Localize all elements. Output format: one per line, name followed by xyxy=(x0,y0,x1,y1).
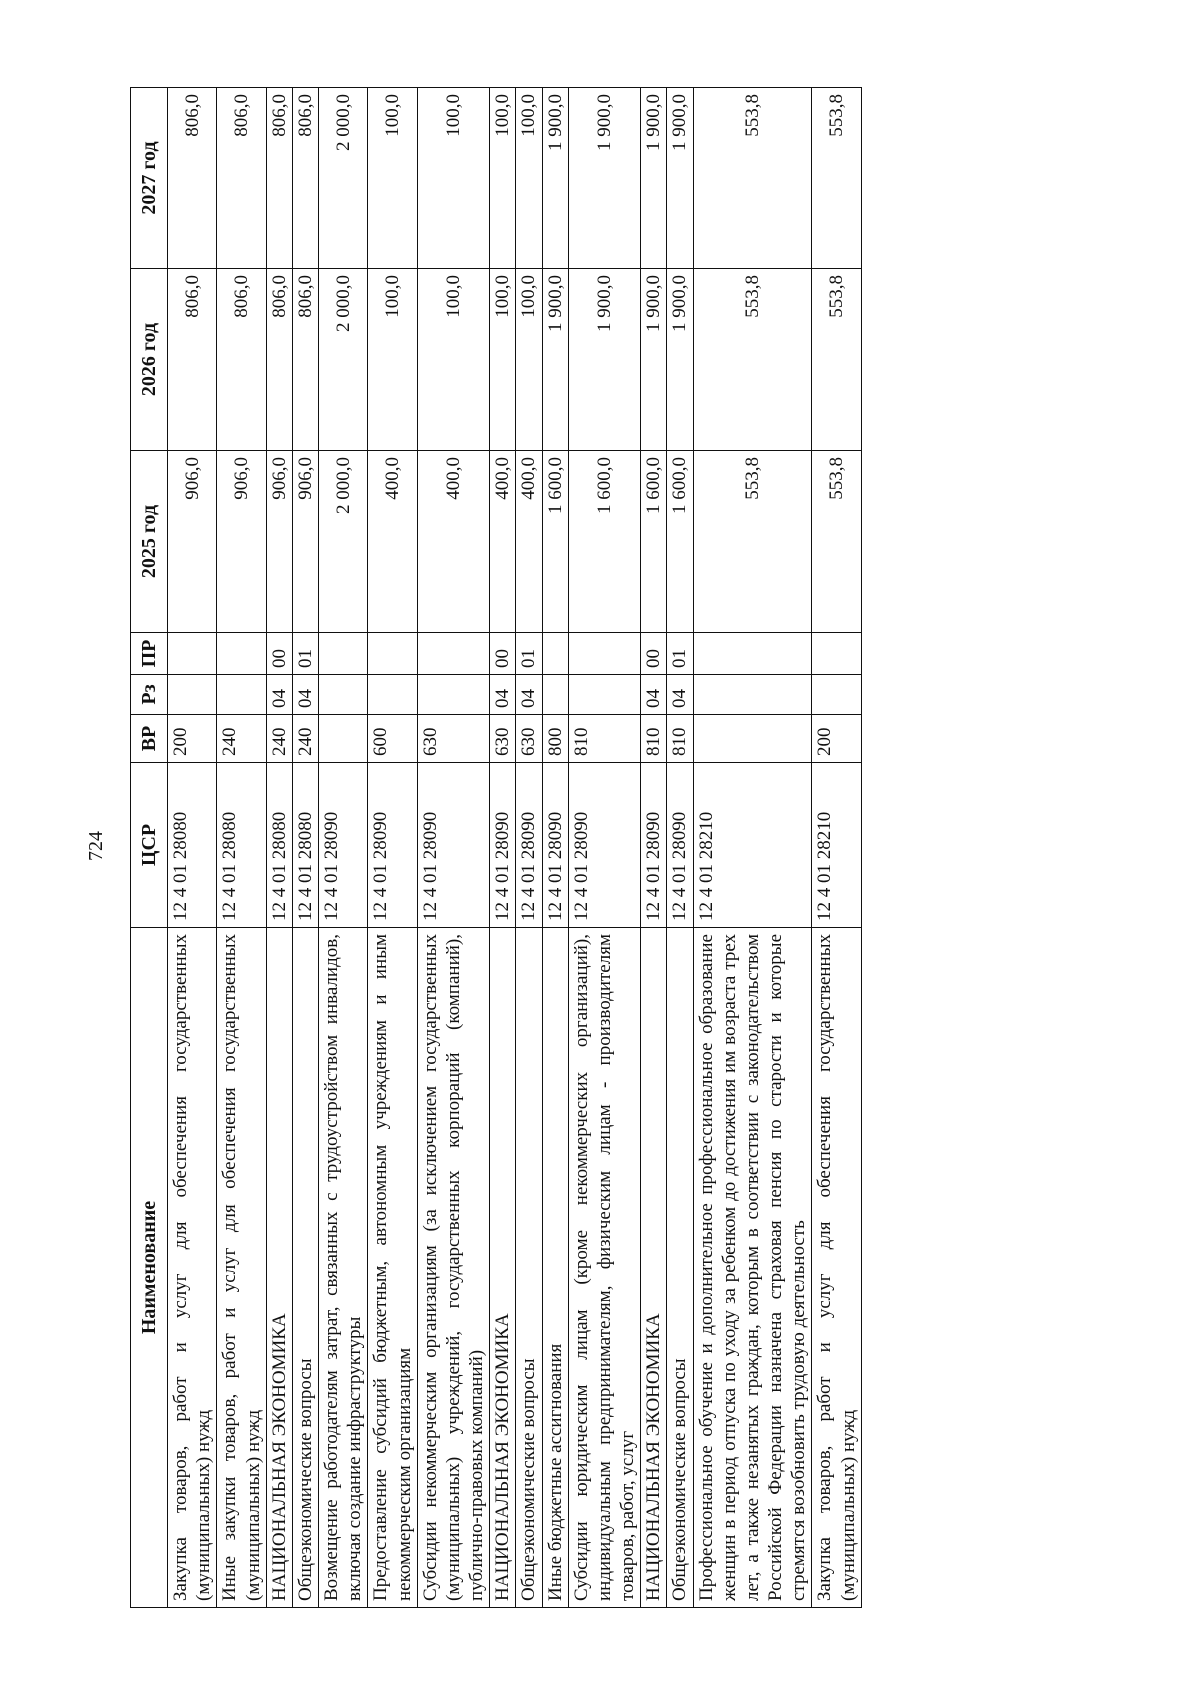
cell-pr xyxy=(319,633,368,675)
cell-2026: 1 900,0 xyxy=(568,269,641,451)
rotated-table-container xyxy=(130,88,1080,1608)
cell-rz xyxy=(168,675,217,715)
header-name: Наименование xyxy=(131,928,168,1608)
cell-csr: 12 4 01 28090 xyxy=(490,763,516,928)
cell-csr: 12 4 01 28090 xyxy=(368,763,417,928)
cell-2025: 906,0 xyxy=(217,451,266,633)
header-row xyxy=(131,88,168,1608)
cell-name: Закупка товаров, работ и услуг для обеспечения государственных (муниципальных) нужд xyxy=(812,928,861,1608)
cell-rz xyxy=(568,675,641,715)
cell-2026: 806,0 xyxy=(217,269,266,451)
header-rz: Рз xyxy=(131,675,168,715)
cell-2026: 100,0 xyxy=(368,269,417,451)
cell-2026: 1 900,0 xyxy=(542,269,568,451)
cell-vr: 240 xyxy=(266,715,292,763)
cell-pr xyxy=(542,633,568,675)
cell-vr: 630 xyxy=(490,715,516,763)
cell-2025: 400,0 xyxy=(368,451,417,633)
cell-2025: 400,0 xyxy=(490,451,516,633)
cell-2025: 400,0 xyxy=(417,451,490,633)
cell-csr: 12 4 01 28090 xyxy=(319,763,368,928)
cell-name: Иные закупки товаров, работ и услуг для обеспечения государственных (муниципальных) нужд xyxy=(217,928,266,1608)
header-2025: 2025 год xyxy=(131,451,168,633)
cell-vr: 810 xyxy=(641,715,667,763)
cell-rz: 04 xyxy=(266,675,292,715)
cell-rz: 04 xyxy=(667,675,693,715)
cell-2027: 806,0 xyxy=(266,88,292,269)
cell-vr: 200 xyxy=(812,715,861,763)
budget-table xyxy=(130,87,862,1608)
cell-rz xyxy=(368,675,417,715)
cell-2025: 906,0 xyxy=(168,451,217,633)
cell-2027: 100,0 xyxy=(368,88,417,269)
cell-name: Субсидии юридическим лицам (кроме некоммерческих организаций), индивидуальным предпринимателям, физическим лицам - производителям товаров, работ, услуг xyxy=(568,928,641,1608)
cell-2026: 100,0 xyxy=(516,269,542,451)
cell-csr: 12 4 01 28210 xyxy=(693,763,812,928)
cell-2027: 1 900,0 xyxy=(542,88,568,269)
table-row xyxy=(667,88,693,1608)
cell-2027: 2 000,0 xyxy=(319,88,368,269)
cell-vr xyxy=(693,715,812,763)
cell-2027: 1 900,0 xyxy=(568,88,641,269)
cell-pr: 00 xyxy=(490,633,516,675)
cell-csr: 12 4 01 28080 xyxy=(266,763,292,928)
cell-pr xyxy=(693,633,812,675)
cell-vr: 810 xyxy=(568,715,641,763)
cell-vr: 240 xyxy=(292,715,318,763)
cell-csr: 12 4 01 28080 xyxy=(292,763,318,928)
cell-rz xyxy=(812,675,861,715)
cell-2025: 1 600,0 xyxy=(542,451,568,633)
cell-vr: 630 xyxy=(516,715,542,763)
cell-csr: 12 4 01 28090 xyxy=(568,763,641,928)
cell-pr xyxy=(417,633,490,675)
cell-2027: 806,0 xyxy=(217,88,266,269)
cell-rz xyxy=(417,675,490,715)
cell-2025: 906,0 xyxy=(292,451,318,633)
cell-rz xyxy=(693,675,812,715)
cell-pr: 00 xyxy=(266,633,292,675)
cell-csr: 12 4 01 28090 xyxy=(542,763,568,928)
table-row xyxy=(693,88,812,1608)
table-row xyxy=(490,88,516,1608)
cell-2026: 1 900,0 xyxy=(667,269,693,451)
cell-rz: 04 xyxy=(516,675,542,715)
cell-name: Субсидии некоммерческим организациям (за исключением государственных (муниципальных) учреждений, государственных корпораций (компаний), публично-правовых компаний) xyxy=(417,928,490,1608)
cell-name: НАЦИОНАЛЬНАЯ ЭКОНОМИКА xyxy=(641,928,667,1608)
table-row xyxy=(266,88,292,1608)
cell-pr xyxy=(217,633,266,675)
header-2027: 2027 год xyxy=(131,88,168,269)
cell-rz xyxy=(542,675,568,715)
cell-rz: 04 xyxy=(490,675,516,715)
cell-rz xyxy=(319,675,368,715)
table-row xyxy=(641,88,667,1608)
table-row xyxy=(319,88,368,1608)
cell-pr: 00 xyxy=(641,633,667,675)
header-vr: ВР xyxy=(131,715,168,763)
cell-2026: 100,0 xyxy=(490,269,516,451)
cell-2025: 400,0 xyxy=(516,451,542,633)
table-row xyxy=(292,88,318,1608)
cell-name: Возмещение работодателям затрат, связанных с трудоустройством инвалидов, включая создание инфраструктуры xyxy=(319,928,368,1608)
table-row xyxy=(417,88,490,1608)
table-row xyxy=(812,88,861,1608)
cell-vr: 630 xyxy=(417,715,490,763)
cell-2027: 1 900,0 xyxy=(667,88,693,269)
cell-2026: 806,0 xyxy=(292,269,318,451)
cell-2025: 1 600,0 xyxy=(641,451,667,633)
cell-vr: 200 xyxy=(168,715,217,763)
cell-csr: 12 4 01 28090 xyxy=(641,763,667,928)
cell-2026: 1 900,0 xyxy=(641,269,667,451)
cell-rz: 04 xyxy=(292,675,318,715)
cell-2025: 906,0 xyxy=(266,451,292,633)
cell-name: Профессиональное обучение и дополнительное профессиональное образование женщин в период отпуска по уходу за ребенком до достижения им возраста трех лет, а также незанятых граждан, которым в соответствии с законодательством Российской Федерации назначена страховая пенсия по старости и которые стремятся возобновить трудовую деятельность xyxy=(693,928,812,1608)
cell-2027: 100,0 xyxy=(490,88,516,269)
cell-name: Предоставление субсидий бюджетным, автономным учреждениям и иным некоммерческим организациям xyxy=(368,928,417,1608)
table-row xyxy=(368,88,417,1608)
cell-csr: 12 4 01 28090 xyxy=(516,763,542,928)
cell-2025: 553,8 xyxy=(693,451,812,633)
cell-name: Закупка товаров, работ и услуг для обеспечения государственных (муниципальных) нужд xyxy=(168,928,217,1608)
table-row xyxy=(542,88,568,1608)
cell-2027: 100,0 xyxy=(516,88,542,269)
cell-name: Иные бюджетные ассигнования xyxy=(542,928,568,1608)
cell-pr: 01 xyxy=(292,633,318,675)
cell-csr: 12 4 01 28090 xyxy=(417,763,490,928)
cell-pr: 01 xyxy=(516,633,542,675)
cell-pr xyxy=(568,633,641,675)
cell-name: Общеэкономические вопросы xyxy=(292,928,318,1608)
cell-2027: 100,0 xyxy=(417,88,490,269)
page-number: 724 xyxy=(85,831,107,861)
table-row xyxy=(516,88,542,1608)
cell-csr: 12 4 01 28080 xyxy=(217,763,266,928)
table-row xyxy=(217,88,266,1608)
cell-pr xyxy=(168,633,217,675)
cell-vr xyxy=(319,715,368,763)
cell-csr: 12 4 01 28090 xyxy=(667,763,693,928)
cell-2027: 553,8 xyxy=(812,88,861,269)
cell-pr xyxy=(812,633,861,675)
cell-name: НАЦИОНАЛЬНАЯ ЭКОНОМИКА xyxy=(266,928,292,1608)
cell-name: Общеэкономические вопросы xyxy=(667,928,693,1608)
cell-2025: 2 000,0 xyxy=(319,451,368,633)
cell-name: НАЦИОНАЛЬНАЯ ЭКОНОМИКА xyxy=(490,928,516,1608)
header-csr: ЦСР xyxy=(131,763,168,928)
cell-pr xyxy=(368,633,417,675)
cell-2026: 553,8 xyxy=(693,269,812,451)
cell-2026: 806,0 xyxy=(168,269,217,451)
cell-rz xyxy=(217,675,266,715)
cell-2026: 553,8 xyxy=(812,269,861,451)
cell-pr: 01 xyxy=(667,633,693,675)
cell-vr: 600 xyxy=(368,715,417,763)
header-pr: ПР xyxy=(131,633,168,675)
table-row xyxy=(168,88,217,1608)
cell-vr: 810 xyxy=(667,715,693,763)
cell-2026: 100,0 xyxy=(417,269,490,451)
cell-2025: 1 600,0 xyxy=(568,451,641,633)
cell-rz: 04 xyxy=(641,675,667,715)
cell-2026: 806,0 xyxy=(266,269,292,451)
cell-2027: 1 900,0 xyxy=(641,88,667,269)
cell-2025: 1 600,0 xyxy=(667,451,693,633)
header-2026: 2026 год xyxy=(131,269,168,451)
cell-2026: 2 000,0 xyxy=(319,269,368,451)
cell-csr: 12 4 01 28080 xyxy=(168,763,217,928)
cell-vr: 240 xyxy=(217,715,266,763)
cell-2025: 553,8 xyxy=(812,451,861,633)
table-body xyxy=(168,88,862,1608)
cell-csr: 12 4 01 28210 xyxy=(812,763,861,928)
cell-2027: 806,0 xyxy=(292,88,318,269)
table-row xyxy=(568,88,641,1608)
cell-2027: 806,0 xyxy=(168,88,217,269)
cell-2027: 553,8 xyxy=(693,88,812,269)
cell-name: Общеэкономические вопросы xyxy=(516,928,542,1608)
cell-vr: 800 xyxy=(542,715,568,763)
